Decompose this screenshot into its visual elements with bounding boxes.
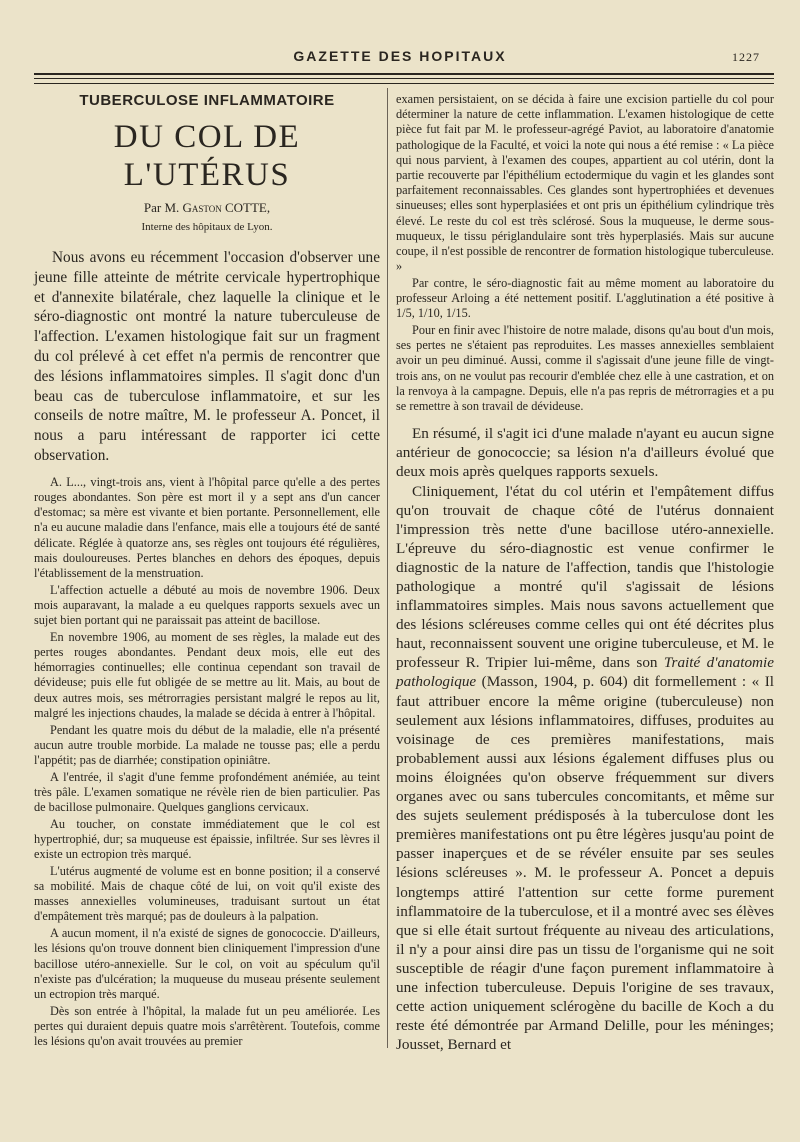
observation-paragraph: Au toucher, on constate immédiatement que le col est hypertrophié, dur; sa muqueuse est épaissie, infiltrée. Sur ses lèvres il existe un ectropion très marqué. <box>34 816 380 862</box>
observation-continued-paragraph: examen persistaient, on se décida à faire une excision partielle du col pour déterminer la nature de cette inflammation. L'examen histologique de cette pièce fut fait par M. le professeur-agrégé Paviot, au laboratoire d'anatomie pathologique de la Faculté, et voici la note qui nous a été remise : « La pièce qui nous parvient, à l'examen des coupes, appartient au col utérin, dont la partie recouverte par l'épithélium ectodermique du vagin et les glandes sont parfaitement reconnaissables. Ces glandes sont hypertrophiées et devenues sinueuses; elles sont hyperplasiées et ont pris un épithélium cylindrique très élevé. Le reste du col est très sclérosé. Sous la muqueuse, le derme sous-muqueux, le tissu périglandulaire sont très hyperplasiés. Mais sur aucune coupe, il n'est possible de rencontrer de formation histologique tuberculeuse. » <box>396 92 774 274</box>
running-head <box>0 48 800 68</box>
byline <box>34 200 380 216</box>
observation-paragraph: A. L..., vingt-trois ans, vient à l'hôpital parce qu'elle a des pertes rouges abondantes. Son père est mort il y a sept ans d'un cancer d'estomac; sa mère est vivante et bien portante. Personnellement, elle n'a eu aucune maladie dans l'enfance, mais elle a toujours été de santé délicate. Réglée à quatorze ans, ses règles ont toujours été régulières, mais douloureuses. Pertes blanches en dehors des époques, depuis l'établissement de la menstruation. <box>34 474 380 580</box>
byline-prefix: Par M. <box>143 200 180 215</box>
author-last-name: COTTE, <box>224 200 271 215</box>
article-title: DU COL DE L'UTÉRUS <box>113 119 301 193</box>
observation-paragraph: Dès son entrée à l'hôpital, la malade fut un peu améliorée. Les pertes qui duraient depuis quatre mois s'arrêtèrent. Toutefois, comme les lésions qu'on avait trouvées au premier <box>34 1003 380 1049</box>
discussion-text-a: Cliniquement, l'état du col utérin et l'empâtement diffus qu'on trouvait de chaque côté de l'utérus donnaient l'impression très nette d'une bacillose utéro-annexielle. L'épreuve du séro-diagnostic est venue confirmer le diagnostic de la nature de l'affection, tandis que l'histologie pathologique a montré qu'il s'agissait de lésions inflammatoires simples. Mais nous savons actuellement que des lésions scléreuses comme celles qui ont été décrites plus haut, reconnaissent souvent une origine tuberculeuse, et M. le professeur R. Tripier lui-même, dans son <box>396 482 774 672</box>
right-column <box>396 92 774 1054</box>
journal-title: GAZETTE DES HOPITAUX <box>293 48 507 64</box>
observation-paragraph: Pendant les quatre mois du début de la maladie, elle n'a présenté aucun autre trouble morbide. La malade ne tousse pas; elle a perdu l'appétit; pas de diarrhée; constipation opiniâtre. <box>34 722 380 767</box>
observation-paragraph: A l'entrée, il s'agit d'une femme profondément anémiée, au teint très pâle. L'examen somatique ne révèle rien de bien particulier. Pas de bacillose pulmonaire. Quelques ganglions cervicaux. <box>34 769 380 815</box>
article-kicker: TUBERCULOSE INFLAMMATOIRE <box>79 92 335 109</box>
intro-paragraph: Nous avons eu récemment l'occasion d'observer une jeune fille atteinte de métrite cervicale hypertrophique et d'annexite bilatérale, chez laquelle la clinique et le séro-diagnostic ont montré la nature tuberculeuse de l'affection. L'examen histologique fait sur un fragment du col prélevé à cet effet n'a permis de rencontrer que des lésions inflammatoires simples. Il s'agit donc d'un beau cas de tuberculose inflammatoire, et sur les conseils de notre maître, M. le professeur A. Poncet, il nous a paru intéressant de rapporter ici cette observation. <box>34 249 380 464</box>
observation-paragraph: En novembre 1906, au moment de ses règles, la malade eut des pertes rouges abondantes. Pendant deux mois, elle eut des hémorragies continuelles; elle continua cependant son travail de dévideuse; puis elle fut obligée de se mettre au lit. Mais, au bout de deux autres mois, ses métrorragies persistant malgré le repos au lit, malgré les injections chaudes, la malade se décida à entrer à l'hôpital. <box>34 629 380 720</box>
discussion-paragraph <box>396 482 774 1055</box>
observation-continued-paragraph: Pour en finir avec l'histoire de notre malade, disons qu'au bout d'un mois, ses pertes ne s'étaient pas reproduites. Les masses annexielles semblaient avoir un peu diminué. Aussi, comme il s'agissait d'une jeune fille de vingt-trois ans, on ne voulut pas recourir d'emblée chez elle à une castration, et on la renvoya à la campagne. Depuis, elle n'a pas repris de métrorragies et a pu se remettre à son travail de dévideuse. <box>396 323 774 414</box>
left-column <box>34 92 380 1049</box>
observation-paragraph: A aucun moment, il n'a existé de signes de gonococcie. D'ailleurs, les lésions qu'on trouve donnent bien cliniquement l'impression d'une bacillose utéro-annexielle. Sur le col, on voit au spéculum qu'il n'existe pas d'ulcération; la muqueuse du museau présente seulement un ectropion très marqué. <box>34 926 380 1001</box>
column-divider <box>387 88 388 1048</box>
observation-continued-section <box>396 92 774 414</box>
discussion-section <box>396 424 774 1054</box>
author-first-name: Gaston <box>182 200 222 215</box>
observation-continued-paragraph: Par contre, le séro-diagnostic fait au même moment au laboratoire du professeur Arloing a été nettement positif. L'agglutination a été positive à 1/5, 1/10, 1/15. <box>396 275 774 321</box>
observation-paragraph: L'affection actuelle a débuté au mois de novembre 1906. Deux mois auparavant, la malade a eu quelques rapports sexuels avec un sujet bien portant qui ne paraissait pas atteint de bacillose. <box>34 582 380 628</box>
cited-work-title: Traité d'anatomie pathologique <box>396 654 774 691</box>
header-rule-thin-lower <box>34 83 774 84</box>
header-rule-thick <box>34 73 774 75</box>
discussion-text-b: (Masson, 1904, p. 604) dit formellement : « Il faut attribuer encore la même origine (tuberculeuse) non seulement aux lésions inflammatoires, diffuses, produites au voisinage de ces premières manifestations, mais probablement aussi aux lésions également diffuses plus ou moins éloignées qu'on observe fréquemment sur divers organes avec ou sans tubercules concomitants, et même sur des sujets seulement prédisposés à la tuberculose dont les premières manifestations ont pu être légères jusqu'au point de passer inaperçues et de se révéler ensuite par ses seules lésions scléreuses ». M. le professeur A. Poncet a depuis longtemps attiré l'attention sur cette forme purement inflammatoire de la tuberculose, et il a montré avec ses élèves que si elle était surtout fréquente au niveau des articulations, il n'y a pour ainsi dire pas un tissu de l'organisme qui ne soit susceptible de réagir d'une façon purement inflammatoire à une infection tuberculeuse. Depuis l'origine de ses travaux, cette action uniquement sclérogène du bacille de Koch a du reste été démontrée par Armand Delille, pour les méninges; Jousset, Bernard et <box>396 673 775 1054</box>
author-affiliation: Interne des hôpitaux de Lyon. <box>141 221 273 233</box>
intro-section <box>34 248 380 466</box>
observation-section <box>34 475 380 1050</box>
page-number: 1227 <box>732 50 760 64</box>
summary-paragraph: En résumé, il s'agit ici d'une malade n'ayant eu aucun signe antérieur de gonococcie; sa lésion n'a d'ailleurs évolué que deux mois après quelques rapports sexuels. <box>396 425 774 481</box>
header-rule-thin <box>34 78 774 79</box>
observation-paragraph: L'utérus augmenté de volume est en bonne position; il a conservé sa mobilité. Mais de chaque côté de lui, on voit qu'il existe des masses annexielles volumineuses, traduisant surtout un état d'empâtement très marqué; pas de douleurs à la palpation. <box>34 863 380 924</box>
